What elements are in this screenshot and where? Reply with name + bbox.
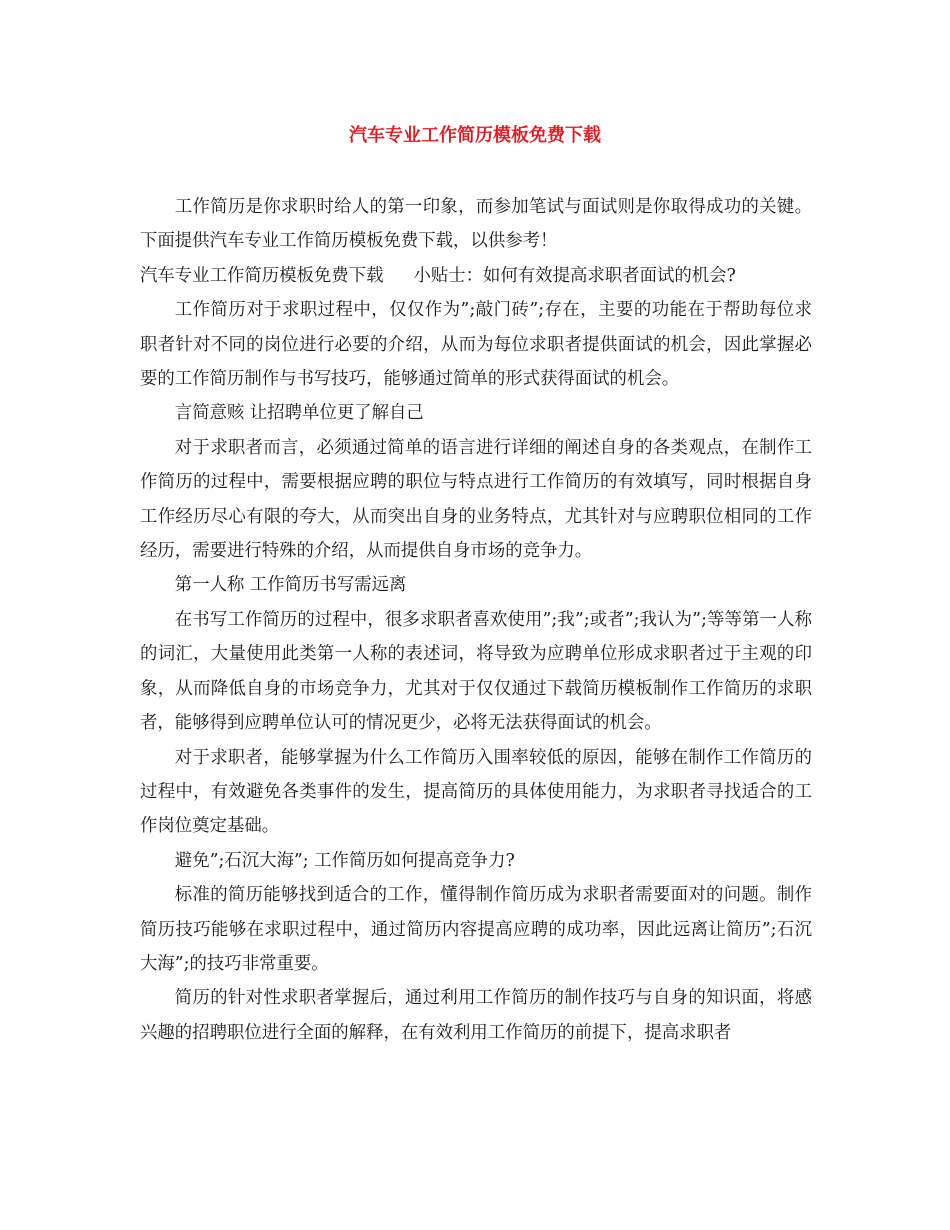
subtitle-tip: 小贴士：如何有效提高求职者面试的机会? — [413, 265, 736, 286]
paragraph-1: 工作简历对于求职过程中，仅仅作为”;敲门砖”;存在，主要的功能在于帮助每位求职者针对不同的岗位进行必要的介绍，从而为每位求职者提供面试的机会，因此掌握必要的工作简历制作与书写技巧，能够通过简单的形式获得面试的机会。 — [140, 300, 812, 390]
paragraph-5: 标准的简历能够找到适合的工作，懂得制作简历成为求职者需要面对的问题。制作简历技巧能够在求职过程中，通过简历内容提高应聘的成功率，因此远离让简历”;石沉大海”;的技巧非常重要。 — [140, 885, 812, 974]
document-body — [140, 190, 812, 1050]
paragraph-4: 对于求职者，能够掌握为什么工作简历入围率较低的原因，能够在制作工作简历的过程中，有效避免各类事件的发生，提高简历的具体使用能力，为求职者寻找适合的工作岗位奠定基础。 — [140, 747, 812, 837]
paragraph-6: 简历的针对性求职者掌握后，通过利用工作简历的制作技巧与自身的知识面，将感兴趣的招聘职位进行全面的解释，在有效利用工作简历的前提下，提高求职者 — [140, 988, 812, 1043]
paragraph-2: 对于求职者而言，必须通过简单的语言进行详细的阐述自身的各类观点，在制作工作简历的过程中，需要根据应聘的职位与特点进行工作简历的有效填写，同时根据自身工作经历尽心有限的夸大，从而突出自身的业务特点，尤其针对与应聘职位相同的工作经历，需要进行特殊的介绍，从而提供自身市场的竞争力。 — [140, 437, 812, 562]
subtitle-line — [140, 259, 812, 293]
intro-paragraph: 工作简历是你求职时给人的第一印象，而参加笔试与面试则是你取得成功的关键。下面提供汽车专业工作简历模板免费下载，以供参考！ — [140, 197, 812, 252]
section-heading-2: 第一人称 工作简历书写需远离 — [174, 575, 407, 596]
subtitle-left: 汽车专业工作简历模板免费下载 — [140, 265, 384, 286]
section-heading-1: 言简意赅 让招聘单位更了解自己 — [174, 403, 424, 424]
paragraph-3: 在书写工作简历的过程中，很多求职者喜欢使用”;我”;或者”;我认为”;等等第一人称的词汇，大量使用此类第一人称的表述词，将导致为应聘单位形成求职者过于主观的印象，从而降低自身的市场竞争力，尤其对于仅仅通过下载简历模板制作工作简历的求职者，能够得到应聘单位认可的情况更少，必将无法获得面试的机会。 — [140, 609, 812, 734]
document-title: 汽车专业工作简历模板免费下载 — [349, 125, 601, 146]
section-heading-3: 避免”;石沉大海”; 工作简历如何提高竞争力? — [174, 850, 515, 871]
